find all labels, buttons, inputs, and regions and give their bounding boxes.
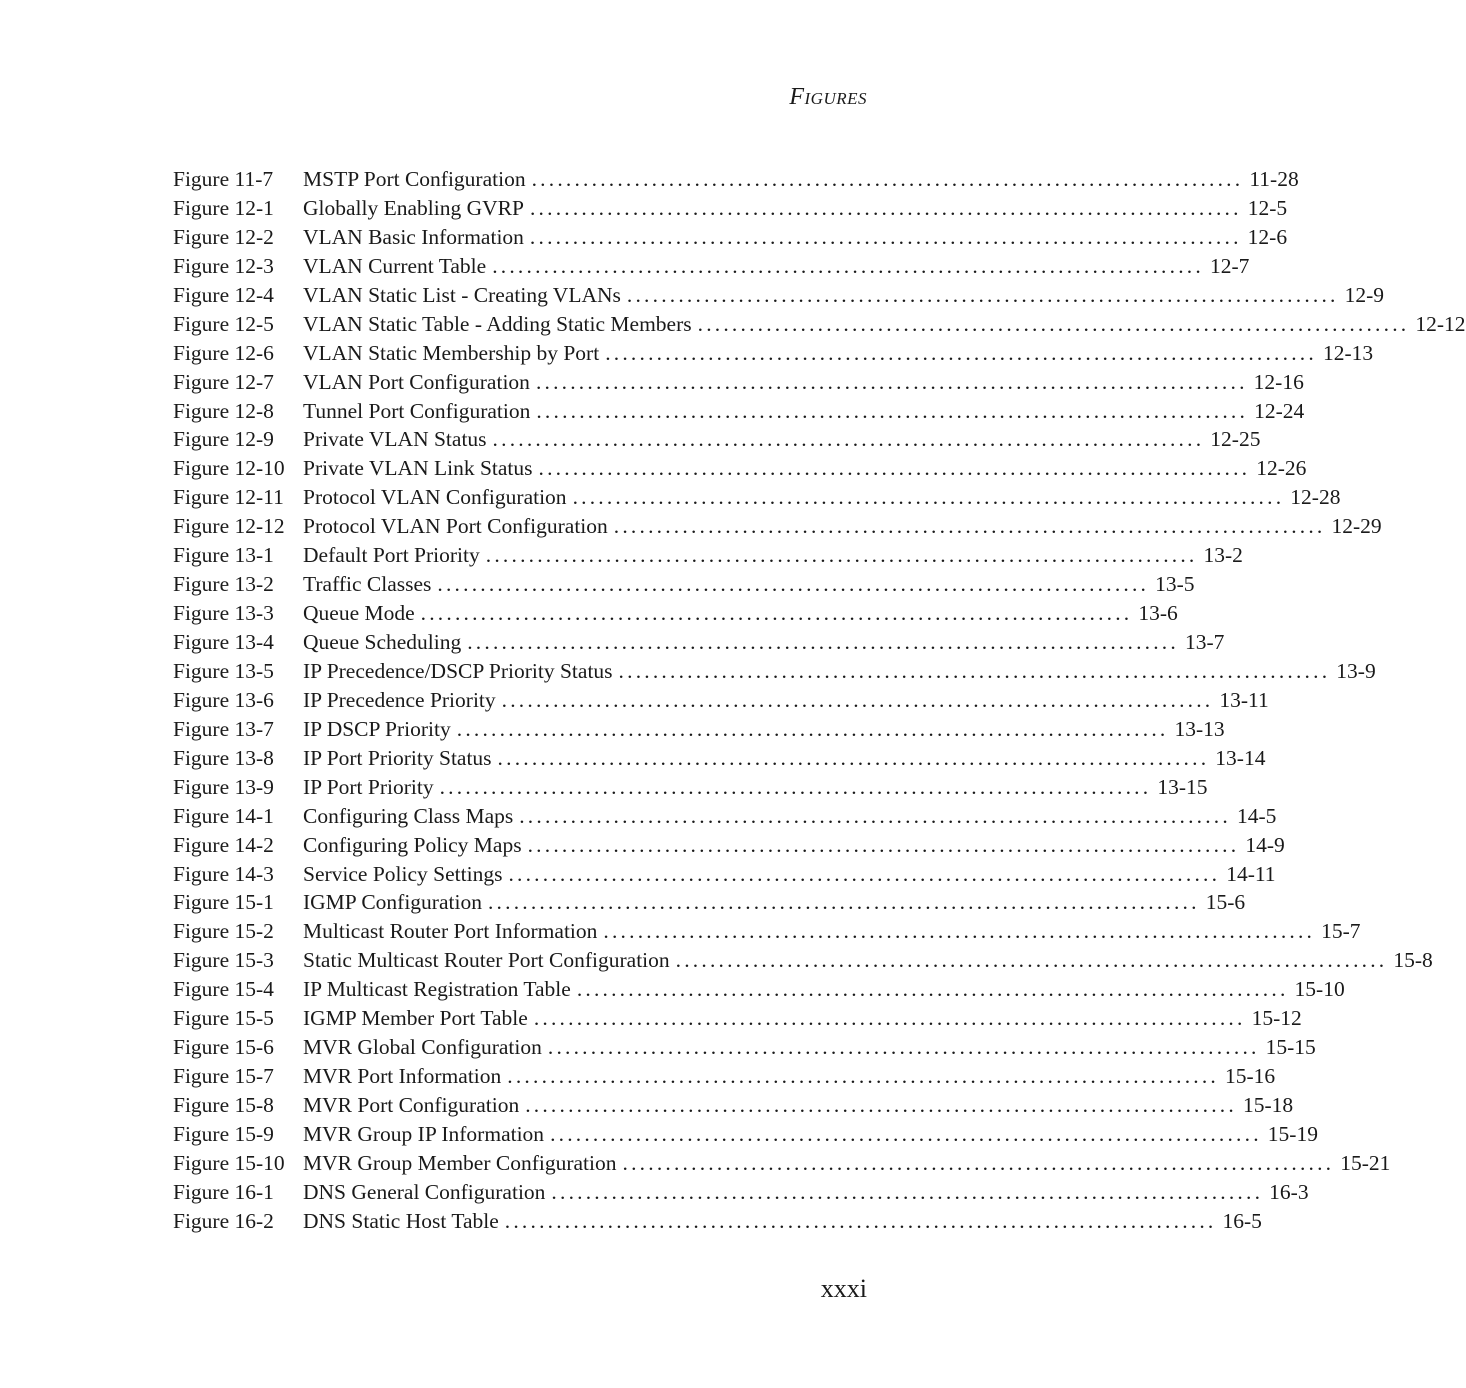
figure-number: Figure 15-5 — [173, 1006, 274, 1031]
dot-leader: ................................................................................... — [529, 224, 1242, 249]
page-reference: 15-8 — [1393, 948, 1433, 973]
page-reference: 16-5 — [1222, 1208, 1262, 1233]
figure-number: Figure 15-6 — [173, 1035, 274, 1060]
page-reference: 13-5 — [1155, 572, 1195, 597]
figure-number: Figure 16-2 — [173, 1208, 274, 1233]
toc-entry[interactable] — [173, 398, 1305, 428]
figure-number: Figure 13-8 — [173, 745, 274, 770]
figure-title: Multicast Router Port Information — [303, 919, 598, 944]
dot-leader: ................................................................................... — [603, 919, 1316, 944]
toc-entry[interactable] — [173, 948, 1433, 977]
toc-entry[interactable] — [173, 716, 1225, 746]
dot-leader: ................................................................................... — [420, 601, 1133, 626]
page-reference: 12-7 — [1209, 253, 1250, 278]
toc-entry[interactable] — [173, 977, 1345, 1006]
figure-title: IP Precedence/DSCP Priority Status — [303, 658, 613, 683]
figure-title: Static Multicast Router Port Configuration — [303, 948, 670, 973]
page-reference: 14-9 — [1245, 832, 1285, 857]
page-reference: 12-24 — [1254, 398, 1305, 423]
figure-number: Figure 13-6 — [173, 687, 274, 712]
running-header: Figures — [789, 84, 867, 110]
toc-entry[interactable] — [173, 745, 1266, 775]
figure-title: VLAN Static List - Creating VLANs — [303, 282, 621, 307]
toc-entry[interactable] — [173, 1093, 1294, 1122]
figure-number: Figure 15-9 — [173, 1121, 274, 1146]
figure-number: Figure 12-6 — [173, 340, 274, 365]
page-reference: 12-12 — [1415, 311, 1466, 336]
figure-number: Figure 12-4 — [173, 282, 274, 307]
figure-title: MVR Port Information — [303, 1064, 502, 1089]
toc-entry[interactable] — [173, 1006, 1302, 1035]
toc-entry[interactable] — [173, 282, 1385, 312]
dot-leader: ................................................................................... — [536, 398, 1249, 423]
page-reference: 14-11 — [1226, 861, 1276, 886]
toc-entry[interactable] — [173, 369, 1304, 399]
figure-number: Figure 13-7 — [173, 716, 274, 741]
page-reference: 12-29 — [1331, 514, 1382, 539]
figure-title: Private VLAN Status — [303, 427, 487, 452]
page-reference: 14-5 — [1236, 803, 1277, 828]
figure-title: VLAN Static Table - Adding Static Members — [303, 311, 692, 336]
toc-entry[interactable] — [173, 311, 1466, 341]
figure-number: Figure 15-7 — [173, 1064, 274, 1089]
page-reference: 15-12 — [1251, 1006, 1302, 1031]
figure-number: Figure 12-9 — [173, 427, 274, 452]
figure-number: Figure 12-12 — [173, 514, 285, 539]
figure-number: Figure 13-5 — [173, 658, 274, 683]
page-reference: 15-7 — [1321, 919, 1361, 944]
dot-leader: ................................................................................... — [576, 977, 1289, 1002]
toc-entry[interactable] — [173, 514, 1382, 543]
toc-entry[interactable] — [173, 774, 1208, 804]
dot-leader: ................................................................................... — [533, 1006, 1246, 1031]
figure-number: Figure 15-3 — [173, 948, 274, 973]
dot-leader: ................................................................................... — [525, 1093, 1237, 1117]
dot-leader: ................................................................................... — [529, 195, 1242, 220]
toc-entry[interactable] — [173, 630, 1225, 659]
dot-leader: ................................................................................... — [501, 687, 1214, 712]
figure-title: Queue Scheduling — [303, 630, 462, 654]
dot-leader: ................................................................................... — [485, 543, 1198, 568]
dot-leader: ................................................................................... — [697, 311, 1410, 336]
page-reference: 12-13 — [1322, 340, 1374, 365]
page-reference: 15-18 — [1242, 1093, 1294, 1117]
dot-leader: ................................................................................... — [531, 167, 1244, 191]
figure-number: Figure 12-8 — [173, 398, 274, 423]
page-reference: 12-9 — [1344, 282, 1385, 307]
dot-leader: ................................................................................... — [504, 1208, 1217, 1233]
toc-entry[interactable] — [173, 1208, 1262, 1238]
figure-title: MVR Group Member Configuration — [303, 1150, 617, 1175]
figure-title: IP Port Priority Status — [303, 745, 492, 770]
figure-title: Service Policy Settings — [303, 861, 503, 886]
figure-title: IGMP Configuration — [303, 890, 482, 915]
dot-leader: ................................................................................... — [622, 1150, 1335, 1175]
figure-title: Globally Enabling GVRP — [303, 195, 524, 220]
dot-leader: ................................................................................... — [527, 832, 1240, 857]
figure-number: Figure 13-1 — [173, 543, 274, 568]
page-reference: 13-2 — [1203, 543, 1243, 568]
figure-title: VLAN Current Table — [303, 253, 487, 278]
figure-title: Default Port Priority — [303, 543, 480, 568]
page-reference: 13-6 — [1138, 601, 1178, 626]
toc-entry[interactable] — [173, 167, 1299, 196]
list-of-figures — [173, 167, 1466, 1238]
toc-entry[interactable] — [173, 1179, 1309, 1209]
figure-number: Figure 15-8 — [173, 1093, 274, 1117]
figure-title: Tunnel Port Configuration — [303, 398, 531, 423]
figure-number: Figure 13-4 — [173, 630, 274, 654]
figure-number: Figure 11-7 — [173, 167, 274, 191]
figure-title: VLAN Port Configuration — [303, 369, 530, 394]
toc-entry[interactable] — [173, 427, 1261, 456]
figure-title: Configuring Class Maps — [303, 803, 514, 828]
figure-number: Figure 15-10 — [173, 1150, 285, 1175]
toc-entry[interactable] — [173, 861, 1276, 891]
page-number: xxxi — [820, 1274, 867, 1303]
figure-title: Private VLAN Link Status — [303, 456, 533, 481]
figure-title: VLAN Basic Information — [303, 224, 524, 249]
figure-number: Figure 14-2 — [173, 832, 274, 857]
page-reference: 15-10 — [1294, 977, 1345, 1002]
toc-entry[interactable] — [173, 195, 1288, 225]
dot-leader: ................................................................................... — [535, 369, 1248, 394]
toc-entry[interactable] — [173, 485, 1341, 514]
page-reference: 15-15 — [1265, 1035, 1316, 1060]
dot-leader: ................................................................................... — [605, 340, 1317, 365]
figure-title: DNS Static Host Table — [303, 1208, 499, 1233]
dot-leader: ................................................................................... — [613, 514, 1326, 539]
figure-number: Figure 15-1 — [173, 890, 274, 915]
figure-number: Figure 12-2 — [173, 224, 274, 249]
figure-title: VLAN Static Membership by Port — [303, 340, 600, 365]
toc-entry[interactable] — [173, 832, 1285, 862]
figure-title: MVR Port Configuration — [303, 1093, 520, 1117]
figure-number: Figure 12-11 — [173, 485, 284, 510]
toc-entry[interactable] — [173, 543, 1243, 572]
toc-entry[interactable] — [173, 1064, 1276, 1093]
dot-leader: ................................................................................... — [675, 948, 1388, 973]
page-reference: 15-16 — [1225, 1064, 1276, 1089]
figure-number: Figure 12-7 — [173, 369, 274, 394]
figure-number: Figure 14-3 — [173, 861, 274, 886]
page-reference: 13-13 — [1174, 716, 1225, 741]
page-reference: 15-21 — [1340, 1150, 1391, 1175]
dot-leader: ................................................................................... — [538, 456, 1251, 481]
toc-entry[interactable] — [173, 224, 1288, 254]
figure-number: Figure 14-1 — [173, 803, 274, 828]
page-reference: 12-28 — [1290, 485, 1341, 510]
toc-entry[interactable] — [173, 601, 1178, 630]
toc-entry[interactable] — [173, 1121, 1318, 1151]
dot-leader: ................................................................................... — [547, 1035, 1260, 1060]
page-reference: 13-14 — [1215, 745, 1266, 770]
figure-title: MSTP Port Configuration — [303, 167, 526, 191]
figure-title: Configuring Policy Maps — [303, 832, 522, 857]
dot-leader: ................................................................................... — [437, 572, 1150, 597]
figure-title: IP DSCP Priority — [303, 716, 451, 741]
figure-number: Figure 13-3 — [173, 601, 274, 626]
figure-number: Figure 12-10 — [173, 456, 285, 481]
dot-leader: ................................................................................... — [550, 1121, 1262, 1146]
figure-number: Figure 12-1 — [173, 195, 274, 220]
dot-leader: ................................................................................... — [572, 485, 1285, 510]
page-reference: 12-25 — [1210, 427, 1261, 452]
dot-leader: ................................................................................... — [519, 803, 1231, 828]
figure-number: Figure 13-9 — [173, 774, 274, 799]
dot-leader: ................................................................................... — [467, 630, 1179, 654]
figure-title: Protocol VLAN Configuration — [303, 485, 567, 510]
figure-number: Figure 16-1 — [173, 1179, 274, 1204]
figure-title: Traffic Classes — [303, 572, 432, 597]
toc-entry[interactable] — [173, 658, 1376, 688]
dot-leader: ................................................................................... — [439, 774, 1152, 799]
dot-leader: ................................................................................... — [456, 716, 1169, 741]
page-reference: 15-6 — [1205, 890, 1246, 915]
figure-title: MVR Group IP Information — [303, 1121, 545, 1146]
figure-number: Figure 13-2 — [173, 572, 274, 597]
dot-leader: ................................................................................... — [626, 282, 1339, 307]
toc-entry[interactable] — [173, 253, 1250, 283]
page-reference: 15-19 — [1267, 1121, 1318, 1146]
page-reference: 12-16 — [1253, 369, 1304, 394]
toc-entry[interactable] — [173, 687, 1269, 717]
dot-leader: ................................................................................... — [618, 658, 1331, 683]
page-reference: 13-11 — [1219, 687, 1269, 712]
figure-title: IP Precedence Priority — [303, 687, 496, 712]
dot-leader: ................................................................................... — [497, 745, 1210, 770]
figure-title: IP Multicast Registration Table — [303, 977, 571, 1002]
figure-title: MVR Global Configuration — [303, 1035, 542, 1060]
dot-leader: ................................................................................... — [507, 1064, 1220, 1089]
dot-leader: ................................................................................... — [492, 253, 1204, 278]
page-reference: 13-9 — [1336, 658, 1376, 683]
toc-entry[interactable] — [173, 572, 1195, 601]
figure-title: DNS General Configuration — [303, 1179, 546, 1204]
page-reference: 13-15 — [1157, 774, 1208, 799]
toc-entry[interactable] — [173, 890, 1246, 919]
page-reference: 12-26 — [1256, 456, 1307, 481]
toc-entry[interactable] — [173, 919, 1361, 948]
toc-entry[interactable] — [173, 1150, 1391, 1180]
dot-leader: ................................................................................... — [551, 1179, 1264, 1204]
page-reference: 12-6 — [1247, 224, 1288, 249]
dot-leader: ................................................................................... — [492, 427, 1205, 452]
figure-title: IP Port Priority — [303, 774, 434, 799]
figure-title: IGMP Member Port Table — [303, 1006, 528, 1031]
page-reference: 12-5 — [1247, 195, 1288, 220]
toc-entry[interactable] — [173, 1035, 1316, 1064]
page-reference: 16-3 — [1269, 1179, 1309, 1204]
toc-entry[interactable] — [173, 340, 1374, 370]
toc-entry[interactable] — [173, 803, 1277, 833]
figure-title: Protocol VLAN Port Configuration — [303, 514, 608, 539]
figure-title: Queue Mode — [303, 601, 415, 626]
page-reference: 11-28 — [1249, 167, 1299, 191]
dot-leader: ................................................................................... — [487, 890, 1200, 915]
toc-entry[interactable] — [173, 456, 1307, 485]
figure-number: Figure 15-2 — [173, 919, 274, 944]
figure-number: Figure 12-3 — [173, 253, 274, 278]
figure-number: Figure 15-4 — [173, 977, 274, 1002]
page-reference: 13-7 — [1184, 630, 1225, 654]
dot-leader: ................................................................................... — [508, 861, 1221, 886]
figure-number: Figure 12-5 — [173, 311, 274, 336]
